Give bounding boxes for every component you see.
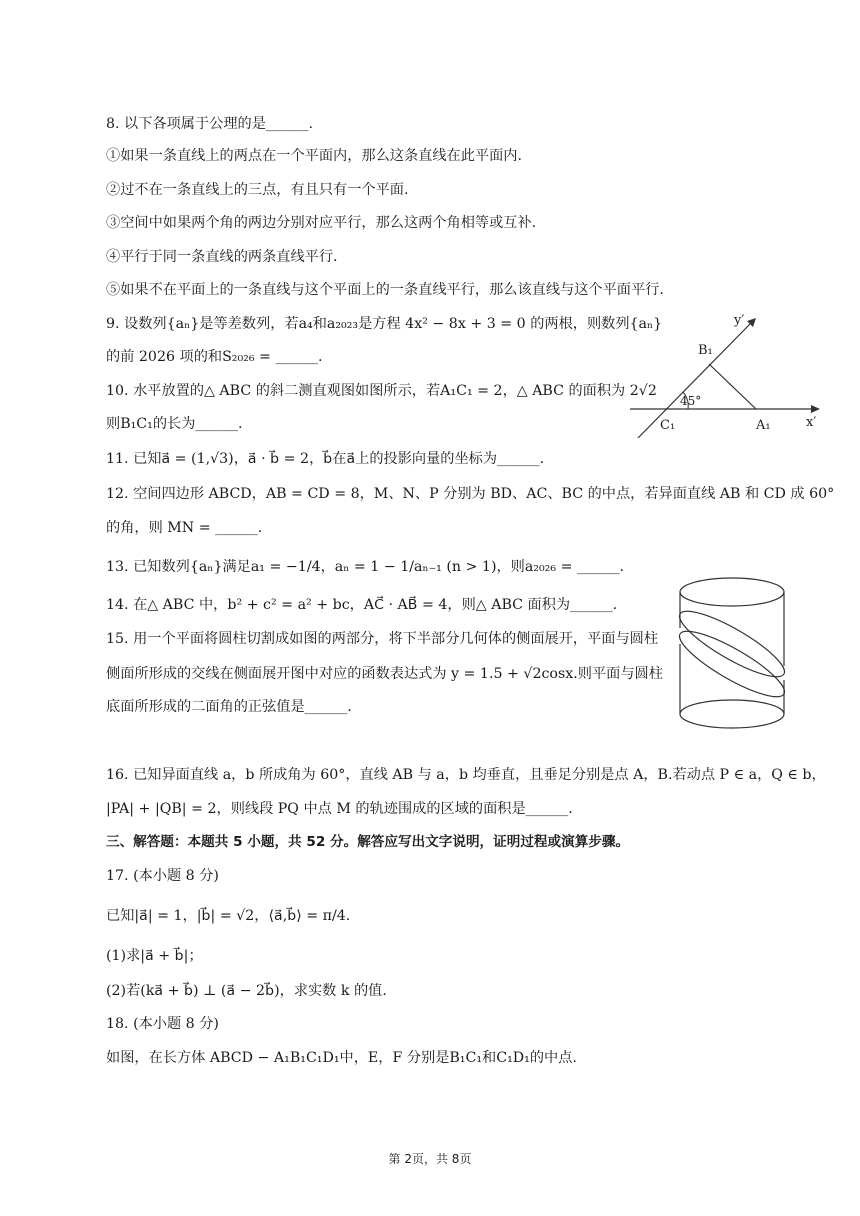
segment-b1a1 bbox=[709, 364, 756, 409]
label-x-prime: x′ bbox=[806, 415, 817, 430]
question-16-line-2: |PA| + |QB| = 2，则线段 PQ 中点 M 的轨迹围成的区域的面积是______. bbox=[106, 801, 573, 817]
cylinder-bottom-ellipse bbox=[680, 700, 784, 728]
question-15-line-3: 底面所形成的二面角的正弦值是______. bbox=[106, 699, 352, 715]
question-8-stem: 8. 以下各项属于公理的是______. bbox=[106, 116, 313, 132]
cylinder-top-ellipse bbox=[680, 578, 784, 606]
question-8-option-3: ③空间中如果两个角的两边分别对应平行，那么这两个角相等或互补. bbox=[106, 215, 537, 231]
upper-cut-ellipse bbox=[676, 601, 791, 687]
label-a1: A₁ bbox=[756, 418, 771, 433]
question-8-option-4: ④平行于同一条直线的两条直线平行. bbox=[106, 249, 338, 265]
question-12-line-1: 12. 空间四边形 ABCD，AB = CD = 8，M、N、P 分别为 BD、AC、BC 的中点，若异面直线 AB 和 CD 成 60° bbox=[106, 486, 835, 502]
x-axis-arrow bbox=[811, 405, 820, 413]
question-18-stem: 如图，在长方体 ABCD − A₁B₁C₁D₁中，E，F 分别是B₁C₁和C₁D₁的中点. bbox=[106, 1050, 577, 1066]
question-14: 14. 在△ ABC 中，b² + c² = a² + bc，AC⃗ · AB⃗ = 4，则△ ABC 面积为______. bbox=[106, 597, 618, 613]
page-footer: 第 2页，共 8页 bbox=[388, 1152, 472, 1166]
question-12-line-2: 的角，则 MN = ______. bbox=[106, 520, 263, 536]
question-17-given: 已知|a⃗| = 1，|b⃗| = √2，⟨a⃗,b⃗⟩ = π/4. bbox=[106, 908, 351, 924]
label-angle-45: 45° bbox=[680, 394, 702, 408]
y-axis bbox=[638, 322, 752, 438]
question-16-line-1: 16. 已知异面直线 a，b 所成角为 60°，直线 AB 与 a，b 均垂直，且垂足分别是点 A，B.若动点 P ∈ a，Q ∈ b， bbox=[106, 767, 826, 783]
question-18-header: 18. (本小题 8 分) bbox=[106, 1016, 219, 1032]
oblique-triangle-figure bbox=[628, 308, 826, 438]
label-y-prime: y′ bbox=[734, 313, 745, 328]
question-8-option-1: ①如果一条直线上的两点在一个平面内，那么这条直线在此平面内. bbox=[106, 148, 522, 164]
question-9-line-1: 9. 设数列{aₙ}是等差数列，若a₄和a₂₀₂₃是方程 4x² − 8x + 3 = 0 的两根，则数列{aₙ} bbox=[106, 316, 663, 332]
question-15-line-1: 15. 用一个平面将圆柱切割成如图的两部分，将下半部分几何体的侧面展开，平面与圆柱 bbox=[106, 631, 659, 647]
question-9-line-2: 的前 2026 项的和S₂₀₂₆ = ______. bbox=[106, 349, 323, 365]
label-c1: C₁ bbox=[660, 418, 676, 433]
question-15-line-2: 侧面所形成的交线在侧面展开图中对应的函数表达式为 y = 1.5 + √2cosx.则平面与圆柱 bbox=[106, 666, 663, 682]
question-8-option-5: ⑤如果不在平面上的一条直线与这个平面上的一条直线平行，那么该直线与这个平面平行. bbox=[106, 282, 664, 298]
section-heading: 三、解答题：本题共 5 小题，共 52 分。解答应写出文字说明，证明过程或演算步骤。 bbox=[106, 834, 630, 850]
question-17-part-2: (2)若(ka⃗ + b⃗) ⊥ (a⃗ − 2b⃗)，求实数 k 的值. bbox=[106, 983, 387, 999]
lower-cut-ellipse bbox=[676, 621, 791, 707]
question-17-part-1: (1)求|a⃗ + b⃗|； bbox=[106, 948, 203, 964]
question-17-header: 17. (本小题 8 分) bbox=[106, 868, 219, 884]
question-13: 13. 已知数列{aₙ}满足a₁ = −1/4，aₙ = 1 − 1/aₙ₋₁ (n > 1)，则a₂₀₂₆ = ______. bbox=[106, 559, 625, 575]
question-8-option-2: ②过不在一条直线上的三点，有且只有一个平面. bbox=[106, 182, 409, 198]
question-11: 11. 已知a⃗ = (1,√3)，a⃗ · b⃗ = 2，b⃗在a⃗上的投影向量的坐标为______. bbox=[106, 451, 545, 467]
question-10-line-1: 10. 水平放置的△ ABC 的斜二测直观图如图所示，若A₁C₁ = 2，△ ABC 的面积为 2√2 bbox=[106, 383, 657, 399]
question-10-line-2: 则B₁C₁的长为______. bbox=[106, 416, 243, 432]
cut-cylinder-figure bbox=[676, 570, 792, 736]
label-b1: B₁ bbox=[698, 343, 713, 358]
